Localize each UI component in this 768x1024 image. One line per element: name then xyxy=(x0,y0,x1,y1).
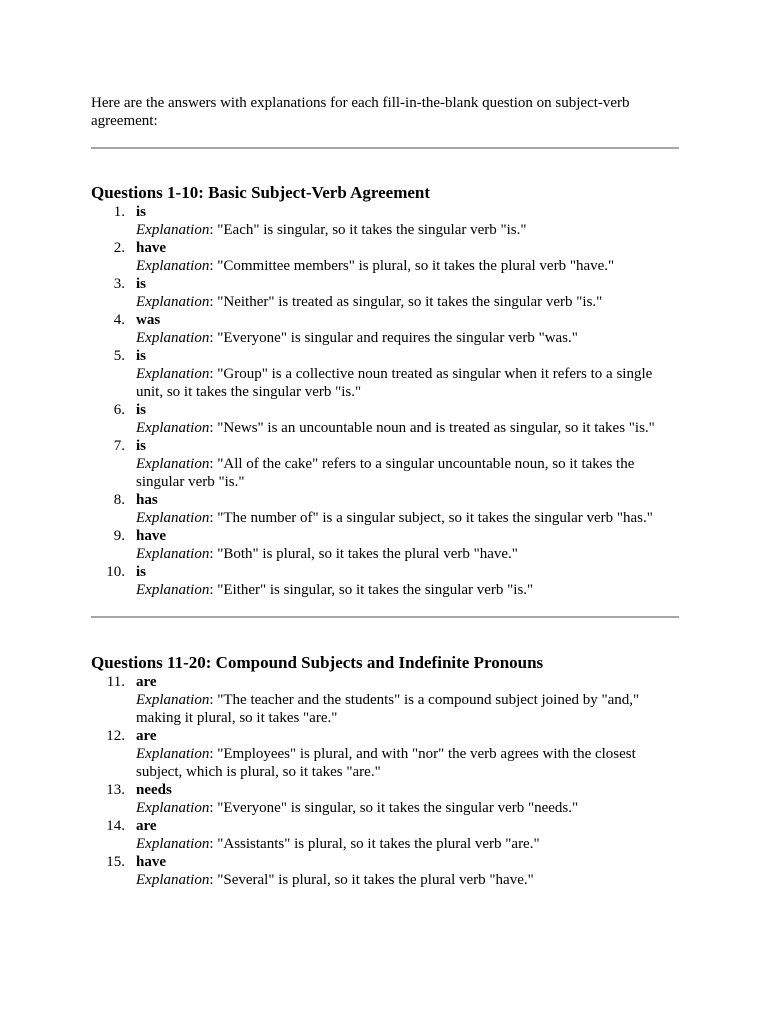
explanation-text: : "Everyone" is singular and requires the singular verb "was." xyxy=(209,330,578,346)
explanation-text: : "Assistants" is plural, so it takes the plural verb "are." xyxy=(209,836,540,852)
explanation xyxy=(136,221,679,239)
answer-word: is xyxy=(136,402,147,418)
answer-word: are xyxy=(136,728,157,744)
list-item xyxy=(91,275,679,311)
explanation-label: Explanation xyxy=(136,746,210,762)
answer-word: needs xyxy=(136,782,172,798)
explanation-label: Explanation xyxy=(136,510,210,526)
item-number-cell xyxy=(91,203,136,239)
item-body xyxy=(136,401,679,437)
item-number: 6. xyxy=(113,402,125,418)
list-item xyxy=(91,311,679,347)
explanation-label: Explanation xyxy=(136,692,210,708)
explanation-text: : "Neither" is treated as singular, so it takes the singular verb "is." xyxy=(209,294,603,310)
item-body xyxy=(136,527,679,563)
explanation-label: Explanation xyxy=(136,420,210,436)
item-number-cell xyxy=(91,311,136,347)
explanation-text: : "Employees" is plural, and with "nor" the verb agrees with the closest subject, which is plural, so it takes "are." xyxy=(136,746,636,780)
list-item xyxy=(91,401,679,437)
list-item xyxy=(91,203,679,239)
explanation-label: Explanation xyxy=(136,222,210,238)
explanation xyxy=(136,745,679,781)
answer-word: have xyxy=(136,854,166,870)
explanation-text: : "Committee members" is plural, so it takes the plural verb "have." xyxy=(209,258,615,274)
explanation-label: Explanation xyxy=(136,800,210,816)
answer-word: is xyxy=(136,564,147,580)
explanation xyxy=(136,691,679,727)
answer-word: is xyxy=(136,276,147,292)
list-item xyxy=(91,527,679,563)
explanation xyxy=(136,871,679,889)
explanation-text: : "Group" is a collective noun treated as singular when it refers to a single unit, so it takes the singular verb "is." xyxy=(136,366,653,400)
item-number-cell xyxy=(91,437,136,491)
explanation-text: : "Both" is plural, so it takes the plural verb "have." xyxy=(209,546,518,562)
item-number-cell xyxy=(91,853,136,889)
explanation-label: Explanation xyxy=(136,582,210,598)
answer-word: have xyxy=(136,528,166,544)
explanation xyxy=(136,365,679,401)
item-body xyxy=(136,563,679,599)
document-page xyxy=(91,94,679,889)
list-item xyxy=(91,781,679,817)
item-number: 1. xyxy=(113,204,125,220)
item-number-cell xyxy=(91,491,136,527)
item-number-cell xyxy=(91,239,136,275)
item-number-cell xyxy=(91,275,136,311)
explanation-label: Explanation xyxy=(136,872,210,888)
item-body xyxy=(136,491,679,527)
explanation xyxy=(136,293,679,311)
item-body xyxy=(136,203,679,239)
item-number-cell xyxy=(91,727,136,781)
item-body xyxy=(136,727,679,781)
explanation-text: : "The teacher and the students" is a compound subject joined by "and," making it plural, so it takes "are." xyxy=(136,692,640,726)
item-number-cell xyxy=(91,563,136,599)
answer-list xyxy=(91,673,679,889)
explanation xyxy=(136,545,679,563)
item-number: 11. xyxy=(106,674,125,690)
item-body xyxy=(136,239,679,275)
item-number-cell xyxy=(91,347,136,401)
item-body xyxy=(136,673,679,727)
item-body xyxy=(136,853,679,889)
section-divider xyxy=(91,616,679,618)
item-number-cell xyxy=(91,673,136,727)
explanation xyxy=(136,455,679,491)
item-number: 3. xyxy=(113,276,125,292)
explanation-label: Explanation xyxy=(136,294,210,310)
explanation-label: Explanation xyxy=(136,366,210,382)
explanation xyxy=(136,257,679,275)
item-number: 5. xyxy=(113,348,125,364)
item-number-cell xyxy=(91,401,136,437)
explanation xyxy=(136,419,679,437)
answer-word: was xyxy=(136,312,161,328)
answer-word: has xyxy=(136,492,158,508)
list-item xyxy=(91,727,679,781)
section-title: Questions 1-10: Basic Subject-Verb Agreement xyxy=(91,183,431,202)
answer-list xyxy=(91,203,679,599)
explanation xyxy=(136,509,679,527)
explanation-label: Explanation xyxy=(136,258,210,274)
item-body xyxy=(136,311,679,347)
explanation-label: Explanation xyxy=(136,330,210,346)
answer-word: have xyxy=(136,240,166,256)
explanation-label: Explanation xyxy=(136,546,210,562)
item-number-cell xyxy=(91,527,136,563)
explanation xyxy=(136,835,679,853)
item-number: 9. xyxy=(113,528,125,544)
item-number: 13. xyxy=(106,782,125,798)
item-number: 15. xyxy=(106,854,125,870)
answer-word: are xyxy=(136,818,157,834)
item-number: 12. xyxy=(106,728,125,744)
explanation-text: : "The number of" is a singular subject, so it takes the singular verb "has." xyxy=(209,510,653,526)
explanation-text: : "Either" is singular, so it takes the singular verb "is." xyxy=(209,582,534,598)
item-number: 2. xyxy=(113,240,125,256)
list-item xyxy=(91,817,679,853)
explanation xyxy=(136,329,679,347)
answer-word: is xyxy=(136,348,147,364)
explanation-text: : "Everyone" is singular, so it takes the singular verb "needs." xyxy=(209,800,579,816)
explanation xyxy=(136,581,679,599)
explanation xyxy=(136,799,679,817)
item-number: 7. xyxy=(113,438,125,454)
list-item xyxy=(91,491,679,527)
answer-word: is xyxy=(136,438,147,454)
list-item xyxy=(91,673,679,727)
answer-word: is xyxy=(136,204,147,220)
item-number: 10. xyxy=(106,564,125,580)
list-item xyxy=(91,239,679,275)
item-body xyxy=(136,817,679,853)
section-title: Questions 11-20: Compound Subjects and Indefinite Pronouns xyxy=(91,653,544,672)
item-number: 14. xyxy=(106,818,125,834)
intro-paragraph: Here are the answers with explanations for each fill-in-the-blank question on subject-verb agreement: xyxy=(91,95,630,129)
item-body xyxy=(136,781,679,817)
explanation-text: : "All of the cake" refers to a singular uncountable noun, so it takes the singular verb "is." xyxy=(136,456,635,490)
explanation-label: Explanation xyxy=(136,456,210,472)
list-item xyxy=(91,563,679,599)
item-number-cell xyxy=(91,781,136,817)
item-number: 8. xyxy=(113,492,125,508)
item-number: 4. xyxy=(113,312,125,328)
answer-word: are xyxy=(136,674,157,690)
list-item xyxy=(91,437,679,491)
list-item xyxy=(91,347,679,401)
item-number-cell xyxy=(91,817,136,853)
explanation-text: : "Several" is plural, so it takes the plural verb "have." xyxy=(209,872,534,888)
item-body xyxy=(136,275,679,311)
list-item xyxy=(91,853,679,889)
explanation-text: : "Each" is singular, so it takes the singular verb "is." xyxy=(209,222,527,238)
item-body xyxy=(136,347,679,401)
section-divider xyxy=(91,147,679,149)
item-body xyxy=(136,437,679,491)
explanation-label: Explanation xyxy=(136,836,210,852)
explanation-text: : "News" is an uncountable noun and is treated as singular, so it takes "is." xyxy=(209,420,655,436)
